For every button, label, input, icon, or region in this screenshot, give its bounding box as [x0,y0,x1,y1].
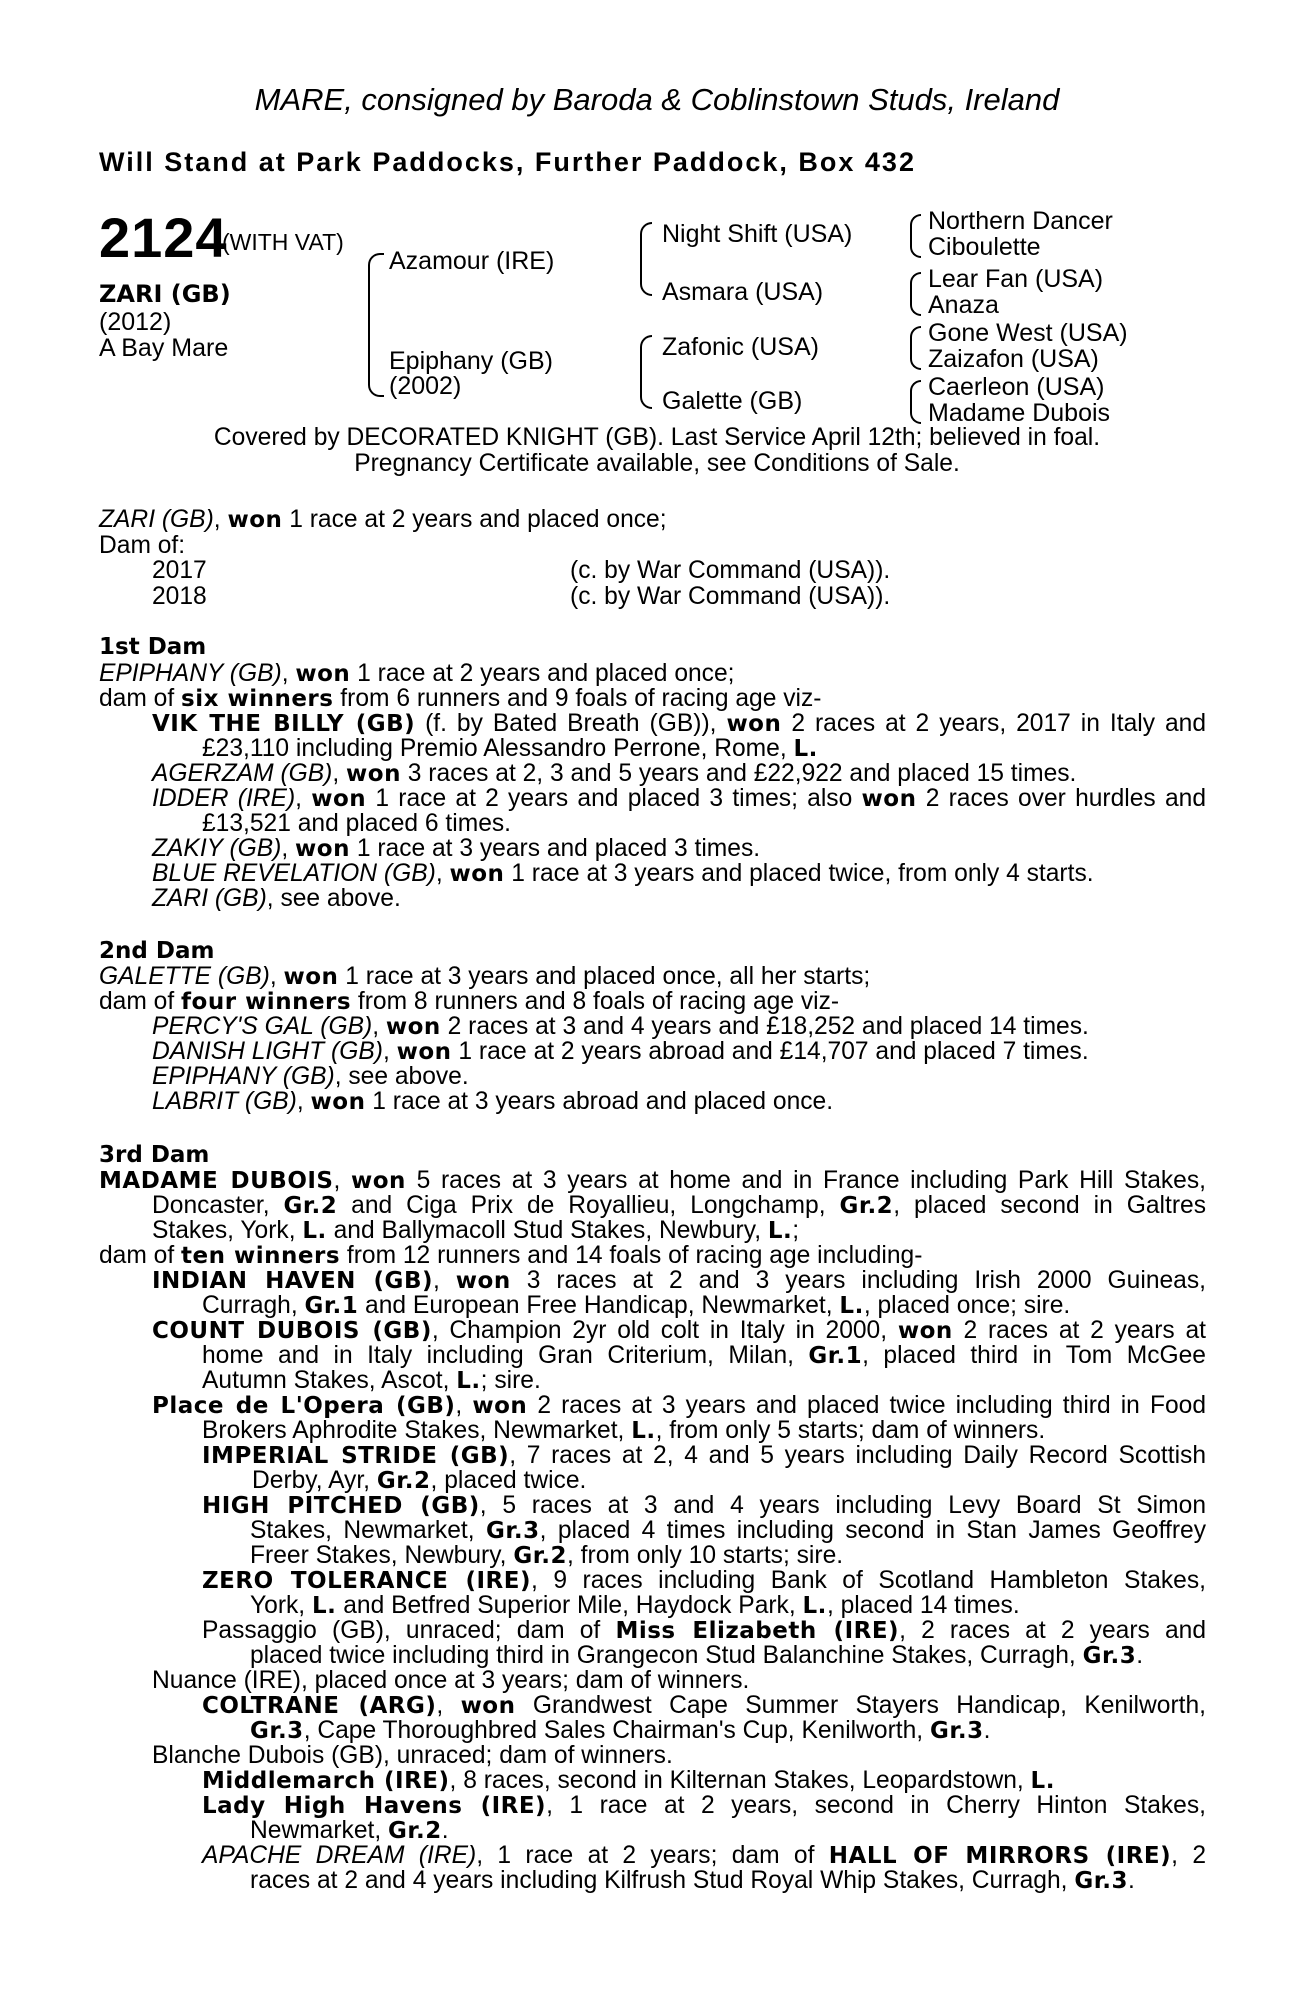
sire-sire: Night Shift (USA) [662,220,853,248]
produce-year: 2018 [152,583,207,610]
sire-bracket [640,222,652,296]
second_dam-line: EPIPHANY (GB), see above. [152,1063,469,1090]
first_dam-line: EPIPHANY (GB), won 1 race at 2 years and placed once; [99,660,735,687]
third_dam-line: COUNT DUBOIS (GB), Champion 2yr old colt in Italy in 2000, won 2 races at 2 years at [152,1317,1207,1344]
third_dam-line: Nuance (IRE), placed once at 3 years; dam of winners. [152,1667,750,1694]
third_dam-line: Lady High Havens (IRE), 1 race at 2 years, second in Cherry Hinton Stakes, [202,1792,1206,1819]
second-dam-heading: 2nd Dam [99,938,215,964]
lot-number: 2124 [99,206,228,269]
third_dam-line: Stakes, York, L. and Ballymacoll Stud Stakes, Newbury, L.; [152,1217,800,1244]
first_dam-line: IDDER (IRE), won 1 race at 2 years and placed 3 times; also won 2 races over hurdles and [152,785,1206,812]
dam-sire: Zafonic (USA) [662,333,819,361]
sire-sire-sire: Northern Dancer [928,207,1113,235]
dam-dam-sire: Caerleon (USA) [928,373,1105,401]
pregnancy-line: Pregnancy Certificate available, see Conditions of Sale. [354,450,960,477]
first_dam-line: dam of six winners from 6 runners and 9 foals of racing age viz- [99,685,822,712]
ss-bracket [910,214,921,258]
third_dam-line: Doncaster, Gr.2 and Ciga Prix de Royallieu, Longchamp, Gr.2, placed second in Galtres [152,1192,1206,1219]
sire-sire-dam: Ciboulette [928,233,1041,261]
second_dam-line: GALETTE (GB), won 1 race at 3 years and placed once, all her starts; [99,963,871,990]
third_dam-line: Autumn Stakes, Ascot, L.; sire. [202,1367,541,1394]
third_dam-line: races at 2 and 4 years including Kilfrush Stud Royal Whip Stakes, Curragh, Gr.3. [250,1867,1135,1894]
pedigree-bracket [368,253,384,397]
produce-note: (c. by War Command (USA)). [570,583,891,610]
third_dam-line: placed twice including third in Grangecon Stud Balanchine Stakes, Curragh, Gr.3. [250,1642,1144,1669]
first_dam-line: ZAKIY (GB), won 1 race at 3 years and placed 3 times. [152,835,761,862]
third_dam-line: ZERO TOLERANCE (IRE), 9 races including Bank of Scotland Hambleton Stakes, [202,1567,1206,1594]
dd-bracket [910,380,921,424]
first_dam-line: ZARI (GB), see above. [152,885,401,912]
foaling-year: (2012) [99,308,172,336]
third_dam-line: MADAME DUBOIS, won 5 races at 3 years at home and in France including Park Hill Stakes, [99,1167,1206,1194]
third_dam-line: Brokers Aphrodite Stakes, Newmarket, L., from only 5 starts; dam of winners. [202,1417,1046,1444]
sire-dam-sire: Lear Fan (USA) [928,265,1104,293]
third_dam-line: Middlemarch (IRE), 8 races, second in Kilternan Stakes, Leopardstown, L. [202,1767,1055,1794]
dam-of-label: Dam of: [99,532,186,559]
stand-location: Will Stand at Park Paddocks, Further Paddock, Box 432 [99,147,916,177]
third_dam-line: Newmarket, Gr.2. [250,1817,449,1844]
second_dam-line: LABRIT (GB), won 1 race at 3 years abroad and placed once. [152,1088,834,1115]
sire: Azamour (IRE) [389,247,555,275]
second_dam-line: dam of four winners from 8 runners and 8 foals of racing age viz- [99,988,840,1015]
dam-year: (2002) [389,372,462,400]
third_dam-line: Derby, Ayr, Gr.2, placed twice. [252,1467,587,1494]
consignor-heading: MARE, consigned by Baroda & Coblinstown Studs, Ireland [254,82,1060,117]
first_dam-line: BLUE REVELATION (GB), won 1 race at 3 years and placed twice, from only 4 starts. [152,860,1094,887]
third_dam-line: York, L. and Betfred Superior Mile, Haydock Park, L., placed 14 times. [250,1592,1020,1619]
third_dam-line: Blanche Dubois (GB), unraced; dam of winners. [152,1742,673,1769]
first_dam-line: AGERZAM (GB), won 3 races at 2, 3 and 5 years and £22,922 and placed 15 times. [152,760,1077,787]
produce-intro: ZARI (GB), won 1 race at 2 years and placed once; [99,506,667,533]
third_dam-line: APACHE DREAM (IRE), 1 race at 2 years; dam of HALL OF MIRRORS (IRE), 2 [202,1842,1207,1869]
sire-dam: Asmara (USA) [662,278,824,306]
horse-description: A Bay Mare [99,334,229,362]
first_dam-line: £13,521 and placed 6 times. [202,810,512,837]
dam-dam-dam: Madame Dubois [928,399,1111,427]
third_dam-line: Gr.3, Cape Thoroughbred Sales Chairman's Cup, Kenilworth, Gr.3. [250,1717,991,1744]
ds-bracket [910,326,921,370]
dam-dam: Galette (GB) [662,387,803,415]
second_dam-line: PERCY'S GAL (GB), won 2 races at 3 and 4 years and £18,252 and placed 14 times. [152,1013,1089,1040]
dam-bracket [640,335,652,409]
third_dam-line: Freer Stakes, Newbury, Gr.2, from only 10 starts; sire. [250,1542,844,1569]
first-dam-heading: 1st Dam [99,634,207,660]
third_dam-line: Place de L'Opera (GB), won 2 races at 3 years and placed twice including third in Food [152,1392,1206,1419]
third_dam-line: COLTRANE (ARG), won Grandwest Cape Summer Stayers Handicap, Kenilworth, [202,1692,1206,1719]
sd-bracket [910,272,921,316]
covered-line: Covered by DECORATED KNIGHT (GB). Last Service April 12th; believed in foal. [213,424,1101,451]
first_dam-line: VIK THE BILLY (GB) (f. by Bated Breath (GB)), won 2 races at 2 years, 2017 in Italy and [152,710,1207,737]
sire-dam-dam: Anaza [928,291,999,319]
third_dam-line: dam of ten winners from 12 runners and 14 foals of racing age including- [99,1242,923,1269]
third_dam-line: HIGH PITCHED (GB), 5 races at 3 and 4 years including Levy Board St Simon [202,1492,1206,1519]
horse-name: ZARI (GB) [99,280,231,308]
second_dam-line: DANISH LIGHT (GB), won 1 race at 2 years abroad and £14,707 and placed 7 times. [152,1038,1089,1065]
produce-year: 2017 [152,557,207,584]
third_dam-line: INDIAN HAVEN (GB), won 3 races at 2 and 3 years including Irish 2000 Guineas, [152,1267,1206,1294]
third_dam-line: Stakes, Newmarket, Gr.3, placed 4 times including second in Stan James Geoffrey [250,1517,1206,1544]
dam-sire-dam: Zaizafon (USA) [928,345,1099,373]
third_dam-line: Curragh, Gr.1 and European Free Handicap, Newmarket, L., placed once; sire. [202,1292,1071,1319]
dam: Epiphany (GB) [389,347,553,375]
first_dam-line: £23,110 including Premio Alessandro Perrone, Rome, L. [202,735,818,762]
produce-note: (c. by War Command (USA)). [570,557,891,584]
third_dam-line: IMPERIAL STRIDE (GB), 7 races at 2, 4 and 5 years including Daily Record Scottish [202,1442,1207,1469]
third_dam-line: Passaggio (GB), unraced; dam of Miss Elizabeth (IRE), 2 races at 2 years and [202,1617,1207,1644]
third-dam-heading: 3rd Dam [99,1142,210,1168]
third_dam-line: home and in Italy including Gran Criterium, Milan, Gr.1, placed third in Tom McGee [202,1342,1206,1369]
dam-sire-sire: Gone West (USA) [928,319,1128,347]
vat-note: (WITH VAT) [222,229,344,255]
